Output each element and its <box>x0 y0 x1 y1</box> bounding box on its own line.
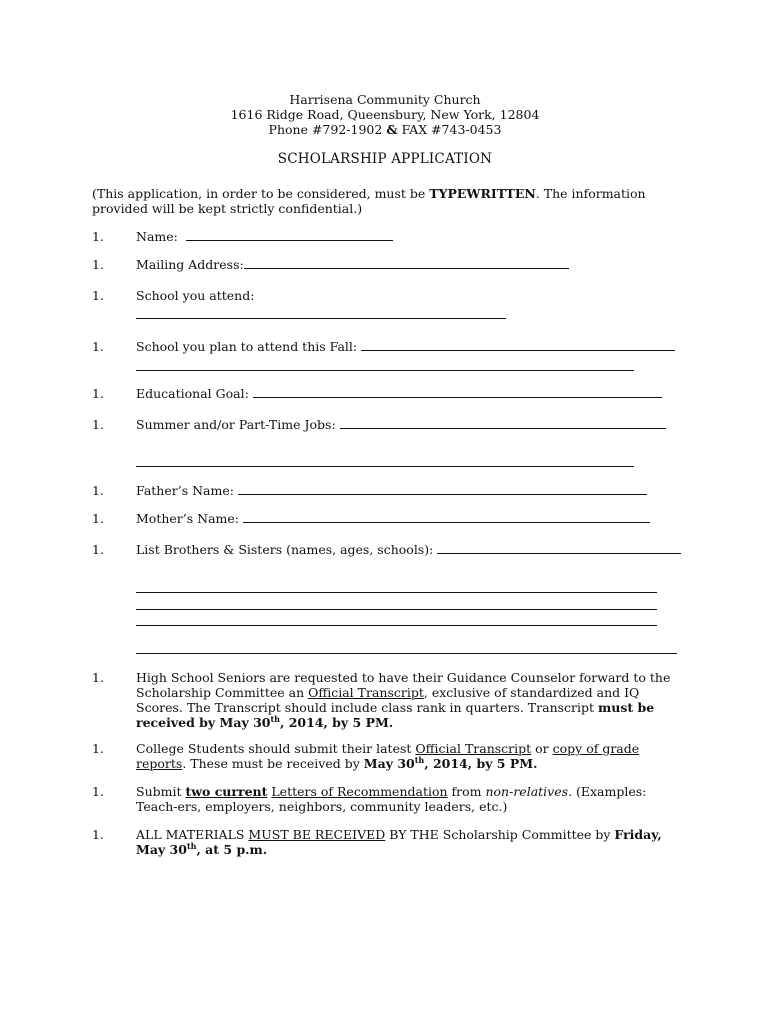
note-letters-text: Submit two current Letters of Recommendation from non-relatives. (Examples: Teach-ers, employers, neighbors, community leaders, etc.) <box>136 784 647 814</box>
item-number: 1. <box>92 670 104 685</box>
item-number: 1. <box>92 417 104 432</box>
note-deadline-text: ALL MATERIALS MUST BE RECEIVED BY THE Scholarship Committee by Friday, May 30th, at 5 p.m. <box>136 827 662 857</box>
item-number: 1. <box>92 511 104 526</box>
school-input-line[interactable] <box>136 318 506 319</box>
must-be-received-term: MUST BE RECEIVED <box>248 827 386 842</box>
item-number: 1. <box>92 827 104 842</box>
letters-term: Letters of Recommendation <box>271 784 448 799</box>
mother-input-line[interactable] <box>243 511 650 523</box>
father-input-line[interactable] <box>238 483 647 495</box>
mailing-label: Mailing Address: <box>136 257 244 272</box>
intro-emphasis: TYPEWRITTEN <box>429 186 536 201</box>
college-deadline: May 30th, 2014, by 5 PM. <box>363 754 538 771</box>
item-number: 1. <box>92 542 104 557</box>
form-title: SCHOLARSHIP APPLICATION <box>277 151 493 167</box>
org-contact <box>0 122 770 137</box>
item-number: 1. <box>92 386 104 401</box>
name-label: Name: <box>136 229 178 244</box>
name-input-line[interactable] <box>186 229 393 241</box>
note-seniors-text: High School Seniors are requested to have their Guidance Counselor forward to the Scholarship Committee an Official Transcript, exclusive of standardized and IQ Scores. The Transcript should include class rank in quarters. Transcript must be received by May 30th, 2014, by 5 PM. <box>136 670 671 730</box>
intro-text: (This application, in order to be considered, must be <box>92 186 430 201</box>
final-deadline-date: Friday, May 30th, at 5 p.m. <box>136 827 662 857</box>
school-fall-input-line-2[interactable] <box>136 370 634 371</box>
jobs-label: Summer and/or Part-Time Jobs: <box>136 417 336 432</box>
official-transcript-term: Official Transcript <box>415 741 532 756</box>
siblings-input-line-5[interactable] <box>136 653 677 654</box>
ampersand: & <box>386 122 398 137</box>
item-number: 1. <box>92 288 104 303</box>
mother-label: Mother’s Name: <box>136 511 239 526</box>
intro-text-end: . The information provided will be kept strictly confidential.) <box>92 186 646 216</box>
jobs-input-line-2[interactable] <box>136 466 634 467</box>
school-fall-input-line[interactable] <box>361 339 675 351</box>
siblings-input-line-3[interactable] <box>136 609 657 610</box>
item-number: 1. <box>92 229 104 244</box>
item-number: 1. <box>92 257 104 272</box>
siblings-input-line[interactable] <box>437 542 681 554</box>
goal-input-line[interactable] <box>253 386 662 398</box>
siblings-input-line-2[interactable] <box>136 592 657 593</box>
seniors-deadline: must be received by May 30th, 2014, by 5 PM. <box>136 700 655 730</box>
siblings-label: List Brothers & Sisters (names, ages, schools): <box>136 542 434 557</box>
two-current-term: two current <box>185 784 268 799</box>
goal-label: Educational Goal: <box>136 386 249 401</box>
official-transcript-term: Official Transcript <box>308 685 424 700</box>
phone-number: Phone #792-1902 <box>268 122 383 137</box>
item-number: 1. <box>92 741 104 756</box>
item-number: 1. <box>92 483 104 498</box>
org-address: 1616 Ridge Road, Queensbury, New York, 12804 <box>230 107 540 122</box>
item-number: 1. <box>92 784 104 799</box>
org-name: Harrisena Community Church <box>289 92 481 107</box>
intro-paragraph <box>92 186 684 216</box>
jobs-input-line[interactable] <box>340 417 666 429</box>
school-label: School you attend: <box>136 288 255 303</box>
fax-number: FAX #743-0453 <box>401 122 502 137</box>
father-label: Father’s Name: <box>136 483 234 498</box>
non-relatives-term: non-relatives <box>485 784 569 799</box>
note-college-text: College Students should submit their latest Official Transcript or copy of grade reports. These must be received by May 30th, 2014, by 5 PM. <box>136 741 640 771</box>
school-fall-label: School you plan to attend this Fall: <box>136 339 358 354</box>
mailing-input-line[interactable] <box>244 257 569 269</box>
item-number: 1. <box>92 339 104 354</box>
grade-reports-term: copy of grade reports <box>136 741 640 771</box>
siblings-input-line-4[interactable] <box>136 625 657 626</box>
letterhead <box>0 92 770 137</box>
